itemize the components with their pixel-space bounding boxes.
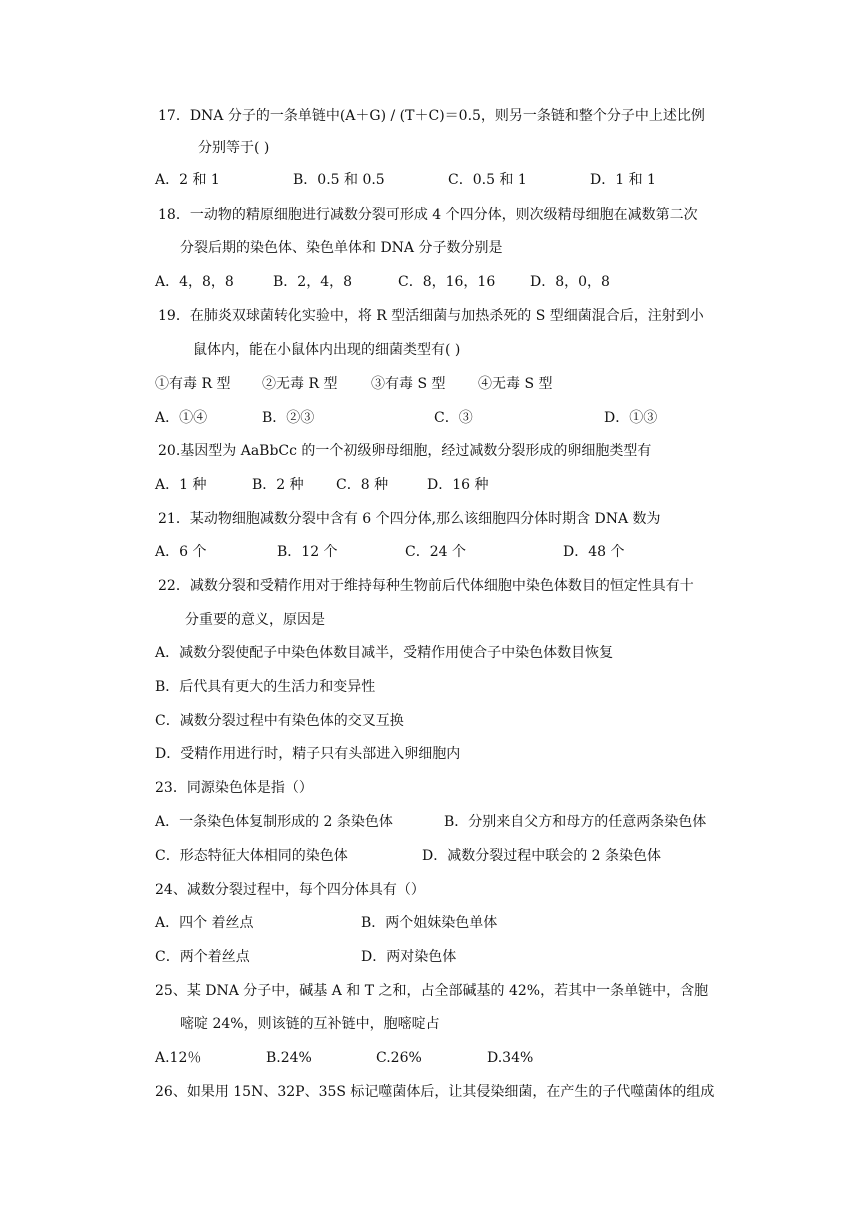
question-18-option-c: C．8，16，16 (398, 274, 496, 290)
question-21-option-a: A．6 个 (155, 544, 207, 560)
question-21-stem: 21．某动物细胞减数分裂中含有 6 个四分体,那么该细胞四分体时期含 DNA 数为 (158, 511, 661, 527)
question-17-option-a: A．2 和 1 (155, 172, 220, 188)
question-18-option-a: A．4，8，8 (155, 274, 234, 290)
question-19-item-4: ④无毒 S 型 (478, 376, 553, 392)
question-26-stem: 26、如果用 15N、32P、35S 标记噬菌体后，让其侵染细菌，在产生的子代噬菌体的组成 (155, 1084, 715, 1100)
question-23-option-d: D．减数分裂过程中联会的 2 条染色体 (422, 848, 662, 864)
question-19-option-c: C．③ (434, 410, 473, 426)
question-24-option-b: B．两个姐妹染色单体 (361, 915, 498, 931)
question-25-stem-line-1: 25、某 DNA 分子中，碱基 A 和 T 之和，占全部碱基的 42%，若其中一条单链中，含胞 (155, 983, 709, 999)
question-19-item-2: ②无毒 R 型 (262, 376, 338, 392)
question-20-option-d: D．16 种 (427, 477, 489, 493)
question-21-option-c: C．24 个 (405, 544, 466, 560)
question-22-option-b: B．后代具有更大的生活力和变异性 (155, 679, 376, 695)
question-22-option-d: D．受精作用进行时，精子只有头部进入卵细胞内 (155, 746, 461, 762)
question-19-option-a: A．①④ (155, 410, 208, 426)
question-17-stem-line-1: 17．DNA 分子的一条单链中(A＋G) / (T＋C)＝0.5，则另一条链和整个分子中上述比例 (158, 108, 705, 124)
question-19-stem-line-1: 19．在肺炎双球菌转化实验中，将 R 型活细菌与加热杀死的 S 型细菌混合后，注射到小 (158, 308, 704, 324)
question-19-option-b: B．②③ (262, 410, 315, 426)
question-23-option-a: A．一条染色体复制形成的 2 条染色体 (155, 814, 393, 830)
question-18-stem-line-1: 18．一动物的精原细胞进行减数分裂可形成 4 个四分体，则次级精母细胞在减数第二次 (158, 207, 698, 223)
question-24-option-a: A．四个 着丝点 (155, 915, 254, 931)
question-18-stem-line-2: 分裂后期的染色体、染色单体和 DNA 分子数分别是 (180, 240, 503, 256)
question-23-option-c: C．形态特征大体相同的染色体 (155, 848, 348, 864)
question-22-option-c: C．减数分裂过程中有染色体的交叉互换 (155, 713, 404, 729)
question-20-option-a: A．1 种 (155, 477, 207, 493)
question-17-option-b: B．0.5 和 0.5 (293, 172, 385, 188)
question-20-option-b: B．2 种 (252, 477, 304, 493)
question-19-option-d: D．①③ (604, 410, 658, 426)
question-23-stem: 23．同源染色体是指（） (155, 780, 313, 796)
question-18-option-b: B．2，4，8 (273, 274, 353, 290)
question-20-stem: 20.基因型为 AaBbCc 的一个初级卵母细胞，经过减数分裂形成的卵细胞类型有 (158, 443, 652, 459)
question-19-stem-line-2: 鼠体内，能在小鼠体内出现的细菌类型有( ) (193, 342, 461, 358)
question-17-option-c: C．0.5 和 1 (448, 172, 527, 188)
question-17-stem-line-2: 分别等于( ) (198, 140, 270, 156)
question-22-stem-line-2: 分重要的意义，原因是 (185, 612, 325, 628)
question-25-option-a: A.12％ (155, 1050, 202, 1066)
question-24-stem: 24、减数分裂过程中，每个四分体具有（） (155, 882, 425, 898)
question-25-option-b: B.24% (266, 1050, 312, 1066)
question-19-item-3: ③有毒 S 型 (371, 376, 446, 392)
question-17-option-d: D．1 和 1 (590, 172, 656, 188)
question-22-stem-line-1: 22．减数分裂和受精作用对于维持每种生物前后代体细胞中染色体数目的恒定性具有十 (158, 578, 694, 594)
question-24-option-c: C．两个着丝点 (155, 949, 250, 965)
question-25-stem-line-2: 嘧啶 24%，则该链的互补链中，胞嘧啶占 (180, 1016, 440, 1032)
question-22-option-a: A．减数分裂使配子中染色体数目减半，受精作用使合子中染色体数目恢复 (155, 645, 614, 661)
question-25-option-d: D.34% (487, 1050, 534, 1066)
question-24-option-d: D．两对染色体 (361, 949, 457, 965)
question-19-item-1: ①有毒 R 型 (155, 376, 231, 392)
question-20-option-c: C．8 种 (336, 477, 389, 493)
question-25-option-c: C.26% (376, 1050, 422, 1066)
question-18-option-d: D．8，0，8 (530, 274, 610, 290)
question-23-option-b: B．分别来自父方和母方的任意两条染色体 (444, 814, 707, 830)
question-21-option-d: D．48 个 (563, 544, 625, 560)
question-21-option-b: B．12 个 (277, 544, 338, 560)
